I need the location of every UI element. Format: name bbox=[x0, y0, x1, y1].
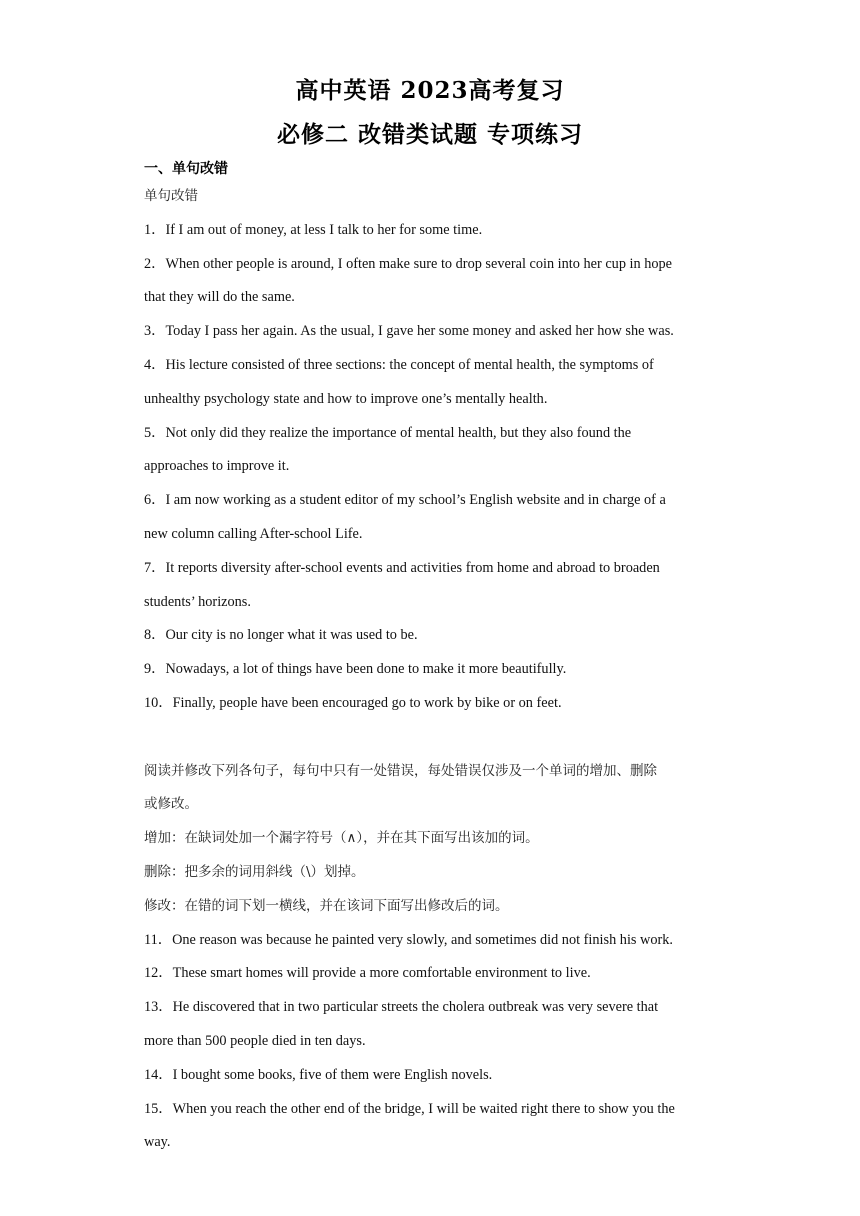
exercise-line: approaches to improve it. bbox=[144, 458, 290, 475]
exercise-line: unhealthy psychology state and how to improve one’s mentally health. bbox=[144, 390, 548, 407]
instruction-line: 修改：在错的词下划一横线，并在该词下面写出修改后的词。 bbox=[144, 897, 509, 914]
exercise-line: 4．His lecture consisted of three sections: the concept of mental health, the symptoms of bbox=[144, 356, 654, 373]
exercise-line: 8．Our city is no longer what it was used to be. bbox=[144, 627, 418, 644]
spacer bbox=[144, 721, 724, 755]
instruction-line: 或修改。 bbox=[144, 796, 198, 813]
document-subtitle: 必修二 改错类试题 专项练习 bbox=[276, 121, 583, 148]
exercise-line: that they will do the same. bbox=[144, 289, 295, 306]
exercise-line: 1．If I am out of money, at less I talk to her for some time. bbox=[144, 221, 483, 238]
exercise-line: 11．One reason was because he painted very slowly, and sometimes did not finish his work. bbox=[144, 931, 674, 948]
document-body bbox=[144, 180, 724, 1160]
exercise-line: 5．Not only did they realize the importance of mental health, but they also found the bbox=[144, 424, 632, 441]
exercise-line: 3．Today I pass her again. As the usual, I gave her some money and asked her how she was. bbox=[144, 323, 674, 340]
section-subheading: 单句改错 bbox=[144, 188, 198, 204]
exercise-line: 14．I bought some books, five of them were English novels. bbox=[144, 1066, 493, 1083]
exercise-line: way. bbox=[144, 1134, 171, 1151]
exercise-line: more than 500 people died in ten days. bbox=[144, 1032, 366, 1049]
exercise-line: 7．It reports diversity after-school events and activities from home and abroad to broaden bbox=[144, 559, 660, 576]
exercise-line: 12．These smart homes will provide a more comfortable environment to live. bbox=[144, 965, 591, 982]
exercise-line: 6．I am now working as a student editor of my school’s English website and in charge of a bbox=[144, 492, 666, 509]
instruction-line: 阅读并修改下列各句子，每句中只有一处错误，每处错误仅涉及一个单词的增加、删除 bbox=[144, 762, 657, 779]
exercise-line: 15．When you reach the other end of the bridge, I will be waited right there to show you the bbox=[144, 1100, 675, 1117]
exercise-line: new column calling After-school Life. bbox=[144, 525, 363, 542]
instruction-line: 增加：在缺词处加一个漏字符号（∧），并在其下面写出该加的词。 bbox=[144, 830, 539, 847]
instruction-line: 删除：把多余的词用斜线（\）划掉。 bbox=[144, 863, 365, 880]
section-heading: 一、单句改错 bbox=[144, 161, 228, 177]
document-title: 高中英语 2023高考复习 bbox=[295, 77, 565, 104]
exercise-line: 9．Nowadays, a lot of things have been done to make it more beautifully. bbox=[144, 661, 567, 678]
exercise-line: 13．He discovered that in two particular streets the cholera outbreak was very severe that bbox=[144, 999, 659, 1016]
exercise-line: 2．When other people is around, I often make sure to drop several coin into her cup in hope bbox=[144, 255, 673, 272]
exercise-line: students’ horizons. bbox=[144, 593, 251, 610]
exercise-line: 10．Finally, people have been encouraged go to work by bike or on feet. bbox=[144, 694, 562, 711]
